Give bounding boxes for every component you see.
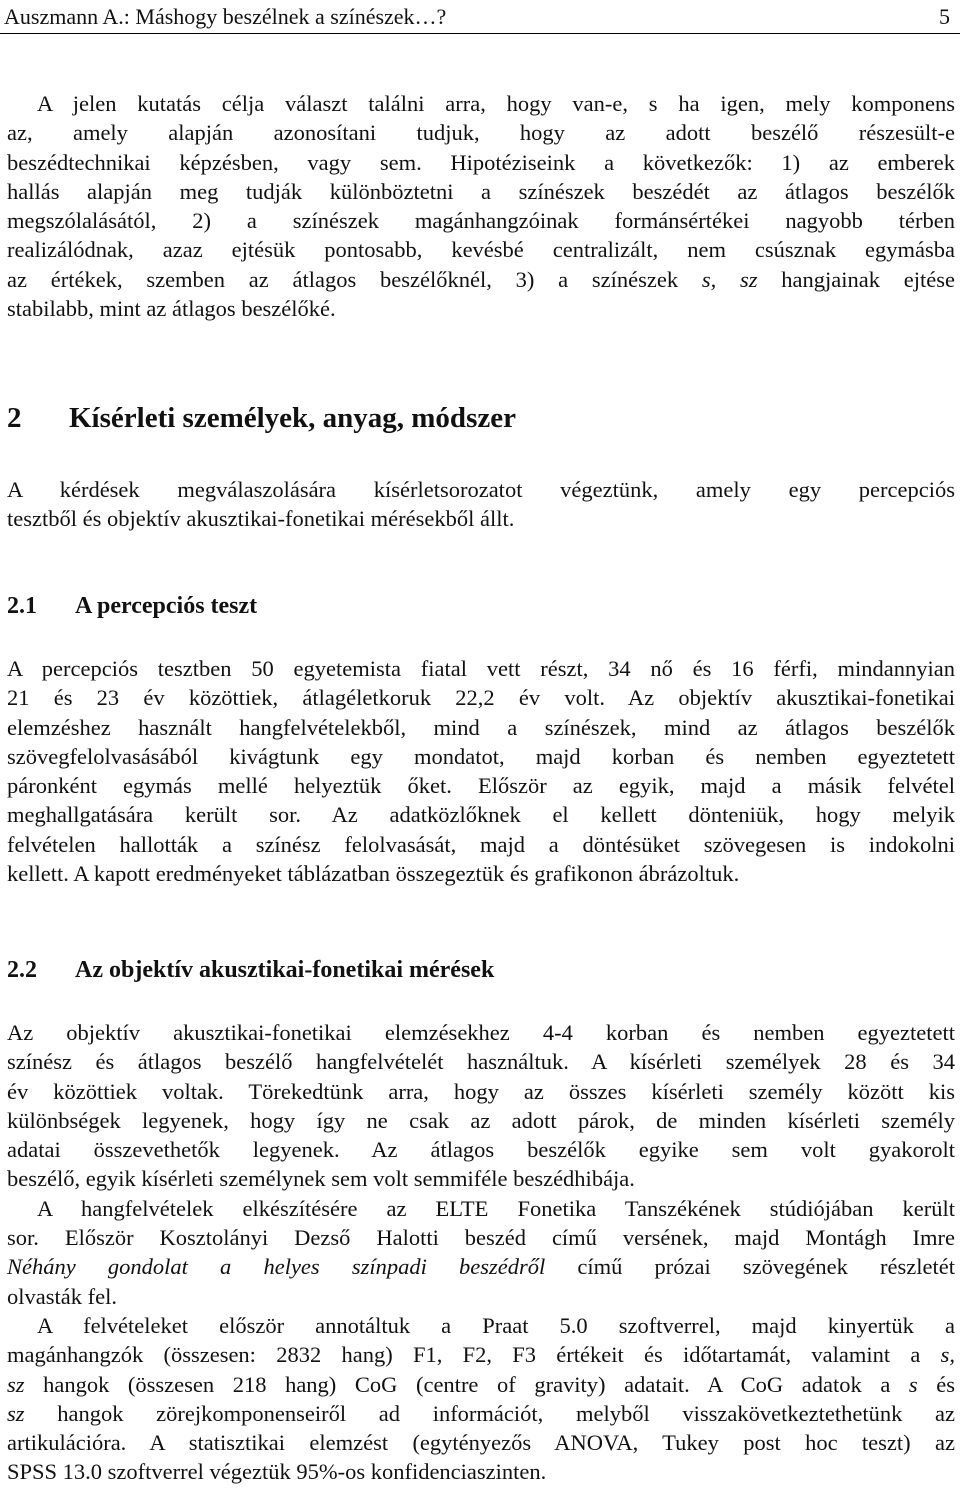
- page-number: 5: [939, 4, 950, 29]
- text-line: A kérdések megválaszolására kísérletsorozatot végeztünk, amely egy percepciós: [7, 477, 955, 502]
- text-line: A percepciós tesztben 50 egyetemista fiatal vett részt, 34 nő és 16 férfi, mindannyian: [7, 656, 955, 681]
- text-run: az értékek, szemben az átlagos beszélőknél, 3) a színészek: [7, 266, 702, 292]
- text-run: hangok (összesen 218 hang) CoG (centre of gravity) adatait. A CoG adatok a: [24, 1371, 909, 1397]
- text-line: olvasták fel.: [7, 1283, 117, 1309]
- italic-term: s, sz: [701, 266, 758, 292]
- text-line: [7, 265, 955, 294]
- text-line: Az objektív akusztikai-fonetikai elemzésekhez 4-4 korban és nemben egyeztetett: [7, 1020, 955, 1045]
- text-line: A felvételeket először annotáltuk a Praat 5.0 szoftverrel, majd kinyertük a: [37, 1312, 955, 1338]
- section-heading-2: [7, 402, 516, 435]
- text-line: [7, 1370, 955, 1399]
- text-run: magánhangzók (összesen: 2832 hang) F1, F2, F3 értékeit és időtartamát, valamint a: [7, 1342, 941, 1368]
- text-line: realizálódnak, azaz ejtésük pontosabb, kevésbé centralizált, nem csúsznak egymásba: [7, 237, 955, 263]
- text-run: hangjainak ejtése: [757, 266, 956, 292]
- text-line: meghallgatására került sor. Az adatközlőknek el kellett dönteniük, hogy melyik: [7, 802, 955, 828]
- italic-term: s,: [940, 1342, 955, 1368]
- text-line: [7, 1399, 955, 1428]
- text-line: színész és átlagos beszélő hangfelvételét használtuk. A kísérleti személyek 28 és 34: [7, 1049, 955, 1075]
- section-heading-2-2: [7, 957, 494, 984]
- text-line: páronként egymás mellé helyeztük őket. Először az egyik, majd a másik felvétel: [7, 773, 955, 799]
- text-line: stabilabb, mint az átlagos beszélőké.: [7, 296, 336, 322]
- running-header: [0, 0, 960, 36]
- section2-2-paragraph: [7, 1018, 955, 1487]
- text-line: [7, 1340, 955, 1369]
- text-line: tesztből és objektív akusztikai-fonetikai mérésekből állt.: [7, 506, 515, 532]
- section-number: 2.1: [7, 593, 37, 619]
- text-line: az, amely alapján azonosítani tudjuk, hogy az adott beszélő részesült-e: [7, 120, 955, 146]
- text-line: megszólalásától, 2) a színészek magánhangzóinak formánsértékei nagyobb térben: [7, 208, 955, 234]
- section2-paragraph: [7, 475, 955, 534]
- header-rule: [0, 33, 960, 34]
- text-line: A jelen kutatás célja választ találni arra, hogy van-e, s ha igen, mely komponens: [37, 91, 955, 116]
- section-heading-2-1: [7, 593, 257, 620]
- text-run: című prózai szövegének részletét: [545, 1254, 955, 1280]
- section-title: Kísérleti személyek, anyag, módszer: [69, 402, 516, 434]
- text-line: adatai összevethetők legyenek. Az átlagos beszélők egyike sem volt gyakorolt: [7, 1137, 955, 1163]
- section-number: 2: [7, 402, 22, 434]
- text-line: 21 és 23 év közöttiek, átlagéletkoruk 22,2 év volt. Az objektív akusztikai-fonetikai: [7, 685, 955, 711]
- section-number: 2.2: [7, 957, 37, 983]
- text-line: hallás alapján meg tudják különböztetni a színészek beszédét az átlagos beszélők: [7, 178, 955, 204]
- text-line: év közöttiek voltak. Törekedtünk arra, hogy az összes kísérleti személy között kis: [7, 1078, 955, 1104]
- text-line: sor. Először Kosztolányi Dezső Halotti beszéd című versének, majd Montágh Imre: [7, 1225, 955, 1251]
- text-line: elemzéshez használt hangfelvételekből, mind a színészek, mind az átlagos beszélők: [7, 714, 955, 740]
- text-line: beszédtechnikai képzésben, vagy sem. Hipotéziseink a következők: 1) az emberek: [7, 149, 955, 175]
- text-line: SPSS 13.0 szoftverrel végeztük 95%-os konfidenciaszinten.: [7, 1459, 547, 1485]
- text-line: felvételen hallották a színész felolvasását, majd a döntésüket szövegesen is indokolni: [7, 831, 955, 857]
- section-title: A percepciós teszt: [75, 593, 258, 619]
- intro-paragraph: [7, 89, 955, 323]
- text-line: [7, 1252, 955, 1281]
- header-title: Auszmann A.: Máshogy beszélnek a színészek…?: [4, 4, 447, 29]
- text-line: A hangfelvételek elkészítésére az ELTE Fonetika Tanszékének stúdiójában került: [37, 1195, 955, 1221]
- text-line: beszélő, egyik kísérleti személynek sem volt semmiféle beszédhibája.: [7, 1166, 635, 1192]
- text-run: hangok zörejkomponenseiről ad információt, melyből visszakövetkeztethetünk az: [24, 1400, 955, 1426]
- section2-1-paragraph: [7, 654, 955, 888]
- text-line: szövegfelolvasásából kivágtunk egy mondatot, majd korban és nemben egyeztetett: [7, 743, 955, 769]
- text-line: kellett. A kapott eredményeket táblázatban összegeztük és grafikonon ábrázoltuk.: [7, 861, 740, 887]
- section-title: Az objektív akusztikai-fonetikai mérések: [75, 957, 495, 983]
- italic-term: s: [908, 1371, 918, 1397]
- text-line: különbségek legyenek, hogy így ne csak az adott párok, de minden kísérleti személy: [7, 1107, 955, 1133]
- italic-title: Néhány gondolat a helyes színpadi beszédről: [7, 1254, 546, 1280]
- text-run: és: [917, 1371, 955, 1397]
- italic-term: sz: [7, 1371, 25, 1397]
- text-line: artikulációra. A statisztikai elemzést (egytényezős ANOVA, Tukey post hoc teszt) az: [7, 1430, 955, 1456]
- italic-term: sz: [7, 1400, 25, 1426]
